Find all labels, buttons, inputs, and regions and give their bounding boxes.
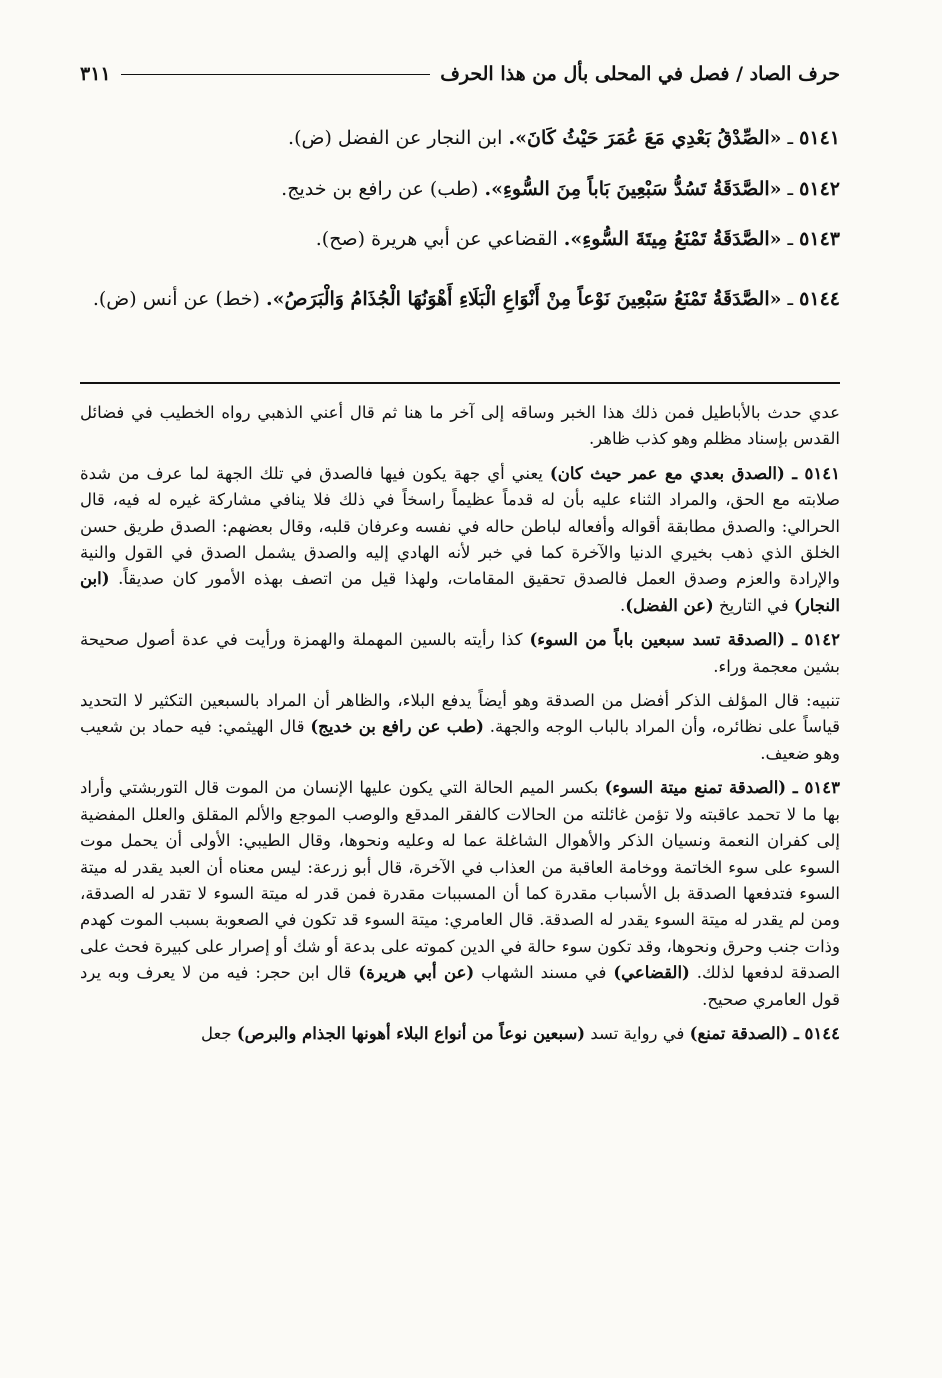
commentary-text-run: عدي حدث بالأباطيل فمن ذلك هذا الخبر وساقه إلى آخر ما هنا ثم قال أعني الذهبي رواه الخطيب في فضائل القدس بإسناد مظلم وهو كذب ظاهر. [80,403,840,449]
hadith-text: «الصَّدَقَةُ تَسُدُّ سَبْعِينَ بَاباً مِنَ السُّوءِ». [484,178,782,200]
hadith-text: «الصِّدْقُ بَعْدِي مَعَ عُمَرَ حَيْثُ كَانَ». [508,127,782,149]
commentary-text-run: قال الهيثمي: فيه حماد بن شعيب وهو ضعيف. [80,717,840,763]
commentary-bold-run: ٥١٤٣ ـ (الصدقة تمنع ميتة السوء) [604,778,840,798]
commentary-paragraph [80,400,840,453]
commentary-text-run: في رواية تسد [585,1023,690,1043]
commentary-section [80,400,840,1055]
commentary-paragraph [80,775,840,1013]
document-page [80,0,840,1378]
footnote-separator [80,382,840,384]
commentary-text-run: كذا رأيته بالسين المهملة والهمزة ورأيت في عدة أصول صحيحة بشين معجمة وراء. [80,630,840,676]
hadith-source: ابن النجار عن الفضل (ض). [288,127,503,149]
commentary-bold-run: ٥١٤١ ـ (الصدق بعدي مع عمر حيث كان) [549,463,840,483]
commentary-bold-run: (القضاعي) [613,963,690,983]
hadith-entry: ٥١٤٢ ـ «الصَّدَقَةُ تَسُدُّ سَبْعِينَ بَاباً مِنَ السُّوءِ». (طب) عن رافع بن خديج. [281,178,840,200]
commentary-bold-run: (عن الفضل) [625,595,714,615]
page-number: ٣١١ [80,63,111,85]
hadith-entry: ٥١٤١ ـ «الصِّدْقُ بَعْدِي مَعَ عُمَرَ حَيْثُ كَانَ». ابن النجار عن الفضل (ض). [288,127,840,149]
hadith-entry: ٥١٤٤ ـ «الصَّدَقَةُ تَمْنَعُ سَبْعِينَ نَوْعاً مِنْ أَنْوَاعِ الْبَلَاءِ أَهْوَنُهَا الْجُذَامُ وَالْبَرَصُ». (خط) عن أنس (ض). [92,288,840,310]
commentary-paragraph [80,461,840,619]
hadith-number: ٥١٤١ [799,127,840,149]
commentary-bold-run: ٥١٤٢ ـ (الصدقة تسد سبعين باباً من السوء) [529,630,840,650]
commentary-paragraph [80,688,840,767]
commentary-text-run: تنبيه: قال المؤلف الذكر أفضل من الصدقة وهو أيضاً يدفع البلاء، والظاهر أن المراد بالسبعين التكثير لا التحديد قياساً على نظائره، وأن المراد بالباب الوجه والجهة. [80,691,840,737]
commentary-text-run: يعني أي جهة يكون فيها فالصدق في تلك الجهة لما عرف من شدة صلابته مع الحق، والمراد الثناء عليه بأن له قدماً عظيماً راسخاً في ذلك فلا ينافي مشاركة غيره له فيه، قال الحرالي: والصدق مطابقة أقواله وأفعاله لباطن حاله في نفسه وعرفان قلبه، وقال بعضهم: الصدق طريق حسن الخلق الذي ذهب بخيري الدنيا والآخرة كما في خبر لأنه الهادي إليه والصدق يشمل الصدق في القول والنية والإرادة والعزم وصدق العمل فالصدق تحقيق المقامات، ولهذا قيل من اتصف بهذه الأمور كان صديقاً. [80,463,840,589]
hadith-number: ٥١٤٣ [799,228,840,250]
hadith-entry: ٥١٤٣ ـ «الصَّدَقَةُ تَمْنَعُ مِيتَةَ السُّوءِ». القضاعي عن أبي هريرة (صح). [315,228,840,250]
commentary-bold-run: (عن أبي هريرة) [358,963,475,983]
commentary-text-run: قال ابن حجر: فيه من لا يعرف وبه يرد قول العامري صحيح. [80,963,840,1009]
hadith-source: القضاعي عن أبي هريرة (صح). [315,228,558,250]
commentary-text-run: في التاريخ [713,595,794,615]
commentary-bold-run: (طب عن رافع بن خديج) [310,717,484,737]
hadith-number: ٥١٤٢ [799,178,840,200]
commentary-bold-run: ٥١٤٤ ـ (الصدقة تمنع) [689,1023,840,1043]
commentary-paragraph [80,1021,840,1047]
commentary-text-run: جعل [200,1023,237,1043]
commentary-bold-run: (ابن النجار) [80,569,840,615]
header-title: حرف الصاد / فصل في المحلى بأل من هذا الحرف [440,63,840,85]
hadith-source: (طب) عن رافع بن خديج. [281,178,479,200]
commentary-text-run: . [619,595,626,615]
commentary-text-run: بكسر الميم الحالة التي يكون عليها الإنسان من الموت قال التوربشتي وأراد بها ما لا تحمد عاقبته ولا تؤمن غائلته من الحالات كالفقر المدقع والوصب الموجع والألم المقلق والعلل المفضية إلى كفران النعمة ونسيان الذكر والأهوال الشاغلة عما له وعليه ونحوها، وقال الطيبي: الأولى أن يحمل موت السوء على سوء الخاتمة ووخامة العاقبة من العذاب في الآخرة، قال أبو زرعة: ليس معناه أن العبد يقدر له ميتة السوء فتدفعها الصدقة بل الأسباب مقدرة كما أن المسببات مقدرة فمن قدر له ميتة السوء لا تقدر له الصدقة، ومن لم يقدر له ميتة السوء يقدر له الصدقة. قال العامري: ميتة السوء قد تكون في الصعوبة بسبب الموت كهدم وذات جنب وحرق ونحوها، وقد تكون سوء حالة في الدين كموته على بدعة أو شك أو إصرار على كبيرة فحث على الصدقة لدفعها لذلك. [80,778,840,983]
hadith-source: (خط) عن أنس (ض). [92,288,260,310]
header-rule [121,74,431,75]
hadith-number: ٥١٤٤ [799,288,840,310]
commentary-text-run: في مسند الشهاب [474,963,614,983]
commentary-bold-run: (سبعين نوعاً من أنواع البلاء أهونها الجذام والبرص) [236,1023,586,1043]
commentary-paragraph [80,627,840,680]
hadith-text: «الصَّدَقَةُ تَمْنَعُ سَبْعِينَ نَوْعاً مِنْ أَنْوَاعِ الْبَلَاءِ أَهْوَنُهَا الْجُذَامُ وَالْبَرَصُ». [266,288,782,310]
hadith-text: «الصَّدَقَةُ تَمْنَعُ مِيتَةَ السُّوءِ». [563,228,782,250]
running-header [80,56,840,92]
